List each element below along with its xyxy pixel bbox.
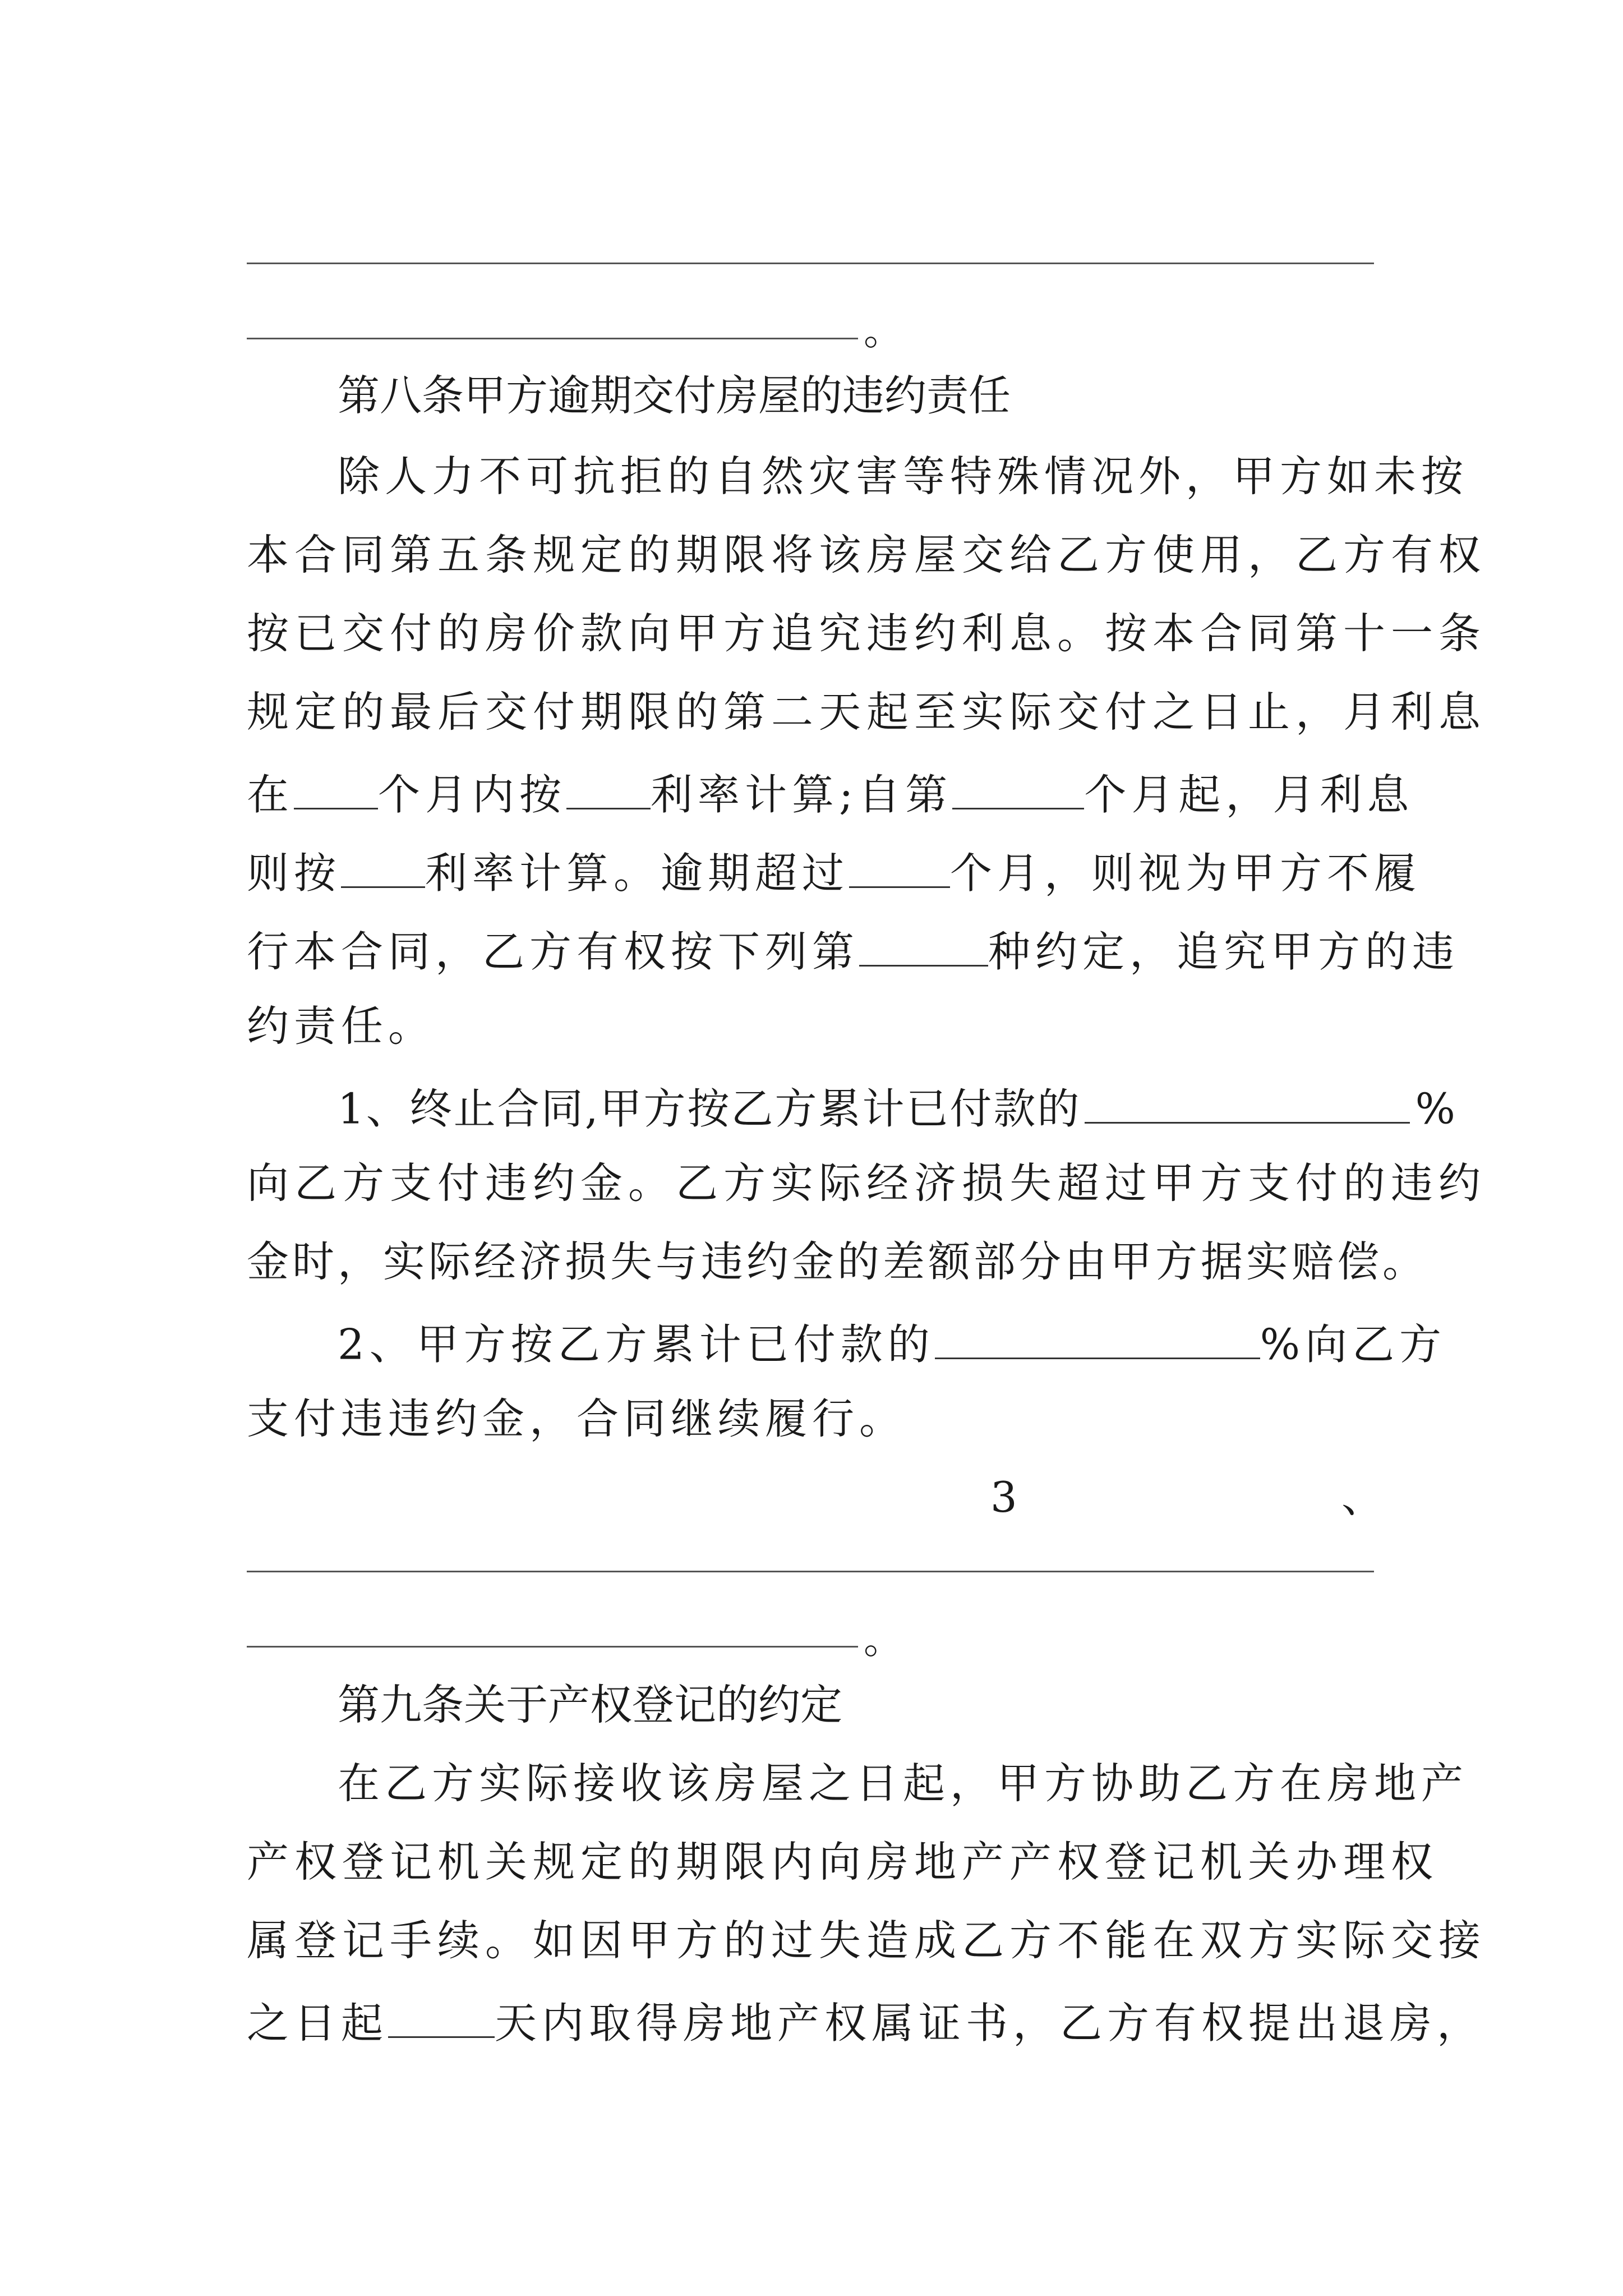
text: 1、终止合同,甲方按乙方累计已付款的 [338,1084,1081,1134]
text: 个月内按 [378,770,567,820]
paragraph-line: 在乙方实际接收该房屋之日起，甲方协助乙方在房地产 [338,1759,1469,1808]
text: 2、甲方按乙方累计已付款的 [338,1319,935,1369]
text: 行本合同，乙方有权按下列第 [247,927,860,977]
blank-line [247,1646,858,1648]
paragraph-line [247,848,1422,898]
paragraph-line: 金时，实际经济损失与违约金的差额部分由甲方据实赔偿。 [247,1237,1428,1286]
fill-blank [935,1319,1260,1359]
section-8-title: 第八条甲方逾期交付房屋的违约责任 [338,371,1011,420]
text: %向乙方 [1260,1319,1446,1369]
paragraph-line: 向乙方支付违约金。乙方实际经济损失超过甲方支付的违约 [247,1158,1487,1208]
item-1-line [338,1084,1457,1134]
paragraph-line [247,1998,1484,2048]
text: 种约定，追究甲方的违 [988,927,1460,977]
paragraph-line: 产权登记机关规定的期限内向房地产产权登记机关办理权 [247,1837,1439,1887]
fill-blank [341,848,425,888]
period-mark: 。 [864,1617,903,1663]
paragraph-line [247,770,1414,820]
text: 在 [247,770,294,820]
text: 之日起 [247,1998,389,2048]
paragraph-line [247,927,1460,977]
text: 天内取得房地产权属证书，乙方有权提出退房， [495,1998,1484,2048]
fill-blank [294,770,378,809]
text: 则按 [247,848,342,898]
text: 利率计算。逾期超过 [425,848,850,898]
item-2-line [338,1319,1446,1369]
paragraph-line: 规定的最后交付期限的第二天起至实际交付之日止，月利息 [247,687,1487,737]
text: 个月起，月利息 [1084,770,1414,820]
item-3-number: 3 [990,1473,1017,1522]
fill-blank [388,1998,495,2038]
blank-line [247,1571,1374,1572]
item-3-mark: 、 [1341,1473,1384,1522]
paragraph-line: 本合同第五条规定的期限将该房屋交给乙方使用，乙方有权 [247,530,1487,579]
text: 个月，则视为甲方不履 [950,848,1422,898]
period-mark: 。 [864,308,903,354]
paragraph-line: 按已交付的房价款向甲方追究违约利息。按本合同第十一条 [247,609,1487,658]
paragraph-line: 属登记手续。如因甲方的过失造成乙方不能在双方实际交接 [247,1916,1487,1965]
paragraph-line: 约责任。 [247,1001,436,1051]
paragraph-line: 支付违违约金，合同继续履行。 [247,1394,907,1443]
text: % [1415,1084,1457,1134]
fill-blank [952,770,1084,809]
section-9-title: 第九条关于产权登记的约定 [338,1680,843,1729]
blank-line [247,338,858,339]
fill-blank [1085,1084,1410,1124]
blank-line [247,263,1374,264]
fill-blank [566,770,651,809]
fill-blank [859,927,988,967]
paragraph-line: 除人力不可抗拒的自然灾害等特殊情况外，甲方如未按 [338,452,1469,501]
text: 利率计算;自第 [651,770,953,820]
fill-blank [849,848,950,888]
